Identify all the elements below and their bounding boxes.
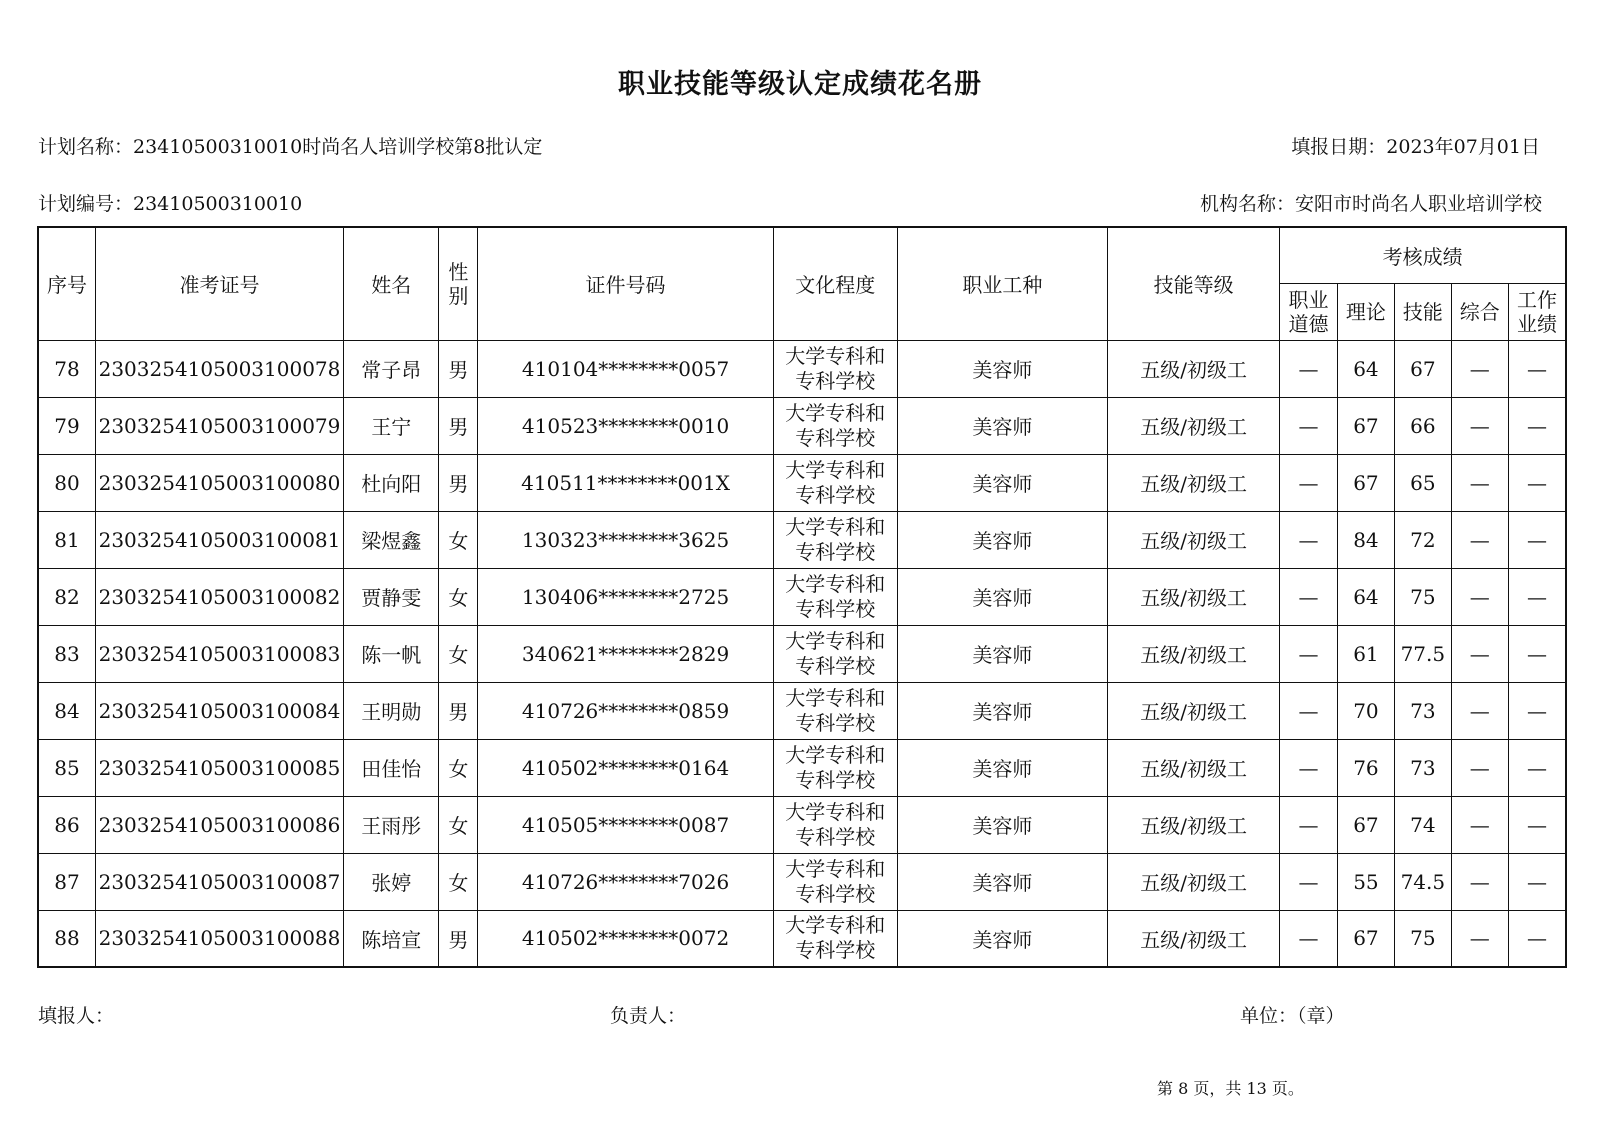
cell-seq: 88 bbox=[38, 910, 95, 967]
plan-name: 计划名称：23410500310010时尚名人培训学校第8批认定 bbox=[38, 136, 543, 158]
cell-ethics: — bbox=[1280, 796, 1337, 853]
cell-work: — bbox=[1508, 739, 1566, 796]
header-name: 姓名 bbox=[344, 227, 439, 340]
cell-gender: 女 bbox=[439, 511, 478, 568]
cell-edu-line2: 专科学校 bbox=[795, 938, 876, 963]
cell-name: 田佳怡 bbox=[344, 739, 439, 796]
org-name: 机构名称：安阳市时尚名人职业培训学校 bbox=[1199, 193, 1542, 215]
cell-ticket: 2303254105003100079 bbox=[95, 397, 343, 454]
cell-gender: 女 bbox=[439, 625, 478, 682]
cell-edu bbox=[773, 511, 897, 568]
header-skill: 技能 bbox=[1395, 283, 1451, 340]
header-scores: 考核成绩 bbox=[1280, 227, 1566, 283]
cell-occupation: 美容师 bbox=[897, 796, 1107, 853]
cell-edu-line2: 专科学校 bbox=[795, 653, 876, 678]
cell-ethics: — bbox=[1280, 340, 1337, 397]
cell-edu-line1: 大学专科和 bbox=[785, 571, 886, 596]
cell-id: 410502********0072 bbox=[478, 910, 773, 967]
cell-edu bbox=[773, 739, 897, 796]
cell-ticket: 2303254105003100088 bbox=[95, 910, 343, 967]
cell-edu-line2: 专科学校 bbox=[795, 539, 876, 564]
header-ethics bbox=[1280, 283, 1337, 340]
cell-seq: 78 bbox=[38, 340, 95, 397]
cell-occupation: 美容师 bbox=[897, 625, 1107, 682]
table-row bbox=[38, 910, 1566, 967]
cell-edu bbox=[773, 682, 897, 739]
cell-occupation: 美容师 bbox=[897, 454, 1107, 511]
cell-edu-line1: 大学专科和 bbox=[785, 742, 886, 767]
cell-name: 陈一帆 bbox=[344, 625, 439, 682]
header-theory: 理论 bbox=[1337, 283, 1394, 340]
cell-ticket: 2303254105003100084 bbox=[95, 682, 343, 739]
cell-gender: 男 bbox=[439, 454, 478, 511]
cell-ethics: — bbox=[1280, 853, 1337, 910]
cell-skill: 67 bbox=[1395, 340, 1451, 397]
cell-name: 杜向阳 bbox=[344, 454, 439, 511]
table-row bbox=[38, 796, 1566, 853]
cell-work: — bbox=[1508, 454, 1566, 511]
table-row bbox=[38, 511, 1566, 568]
cell-edu-line1: 大学专科和 bbox=[785, 856, 886, 881]
table-row bbox=[38, 739, 1566, 796]
cell-work: — bbox=[1508, 853, 1566, 910]
header-edu: 文化程度 bbox=[773, 227, 897, 340]
cell-occupation: 美容师 bbox=[897, 739, 1107, 796]
cell-ticket: 2303254105003100081 bbox=[95, 511, 343, 568]
header-work-line2: 业绩 bbox=[1516, 311, 1557, 336]
cell-theory: 67 bbox=[1337, 796, 1394, 853]
cell-edu-line2: 专科学校 bbox=[795, 824, 876, 849]
cell-level: 五级/初级工 bbox=[1108, 340, 1280, 397]
cell-id: 130406********2725 bbox=[478, 568, 773, 625]
cell-edu bbox=[773, 454, 897, 511]
header-gender bbox=[439, 227, 478, 340]
cell-skill: 65 bbox=[1395, 454, 1451, 511]
cell-id: 410505********0087 bbox=[478, 796, 773, 853]
cell-gender: 女 bbox=[439, 853, 478, 910]
table-row bbox=[38, 853, 1566, 910]
cell-edu-line1: 大学专科和 bbox=[785, 457, 886, 482]
header-seq: 序号 bbox=[38, 227, 95, 340]
cell-name: 贾静雯 bbox=[344, 568, 439, 625]
cell-seq: 87 bbox=[38, 853, 95, 910]
cell-occupation: 美容师 bbox=[897, 853, 1107, 910]
cell-occupation: 美容师 bbox=[897, 568, 1107, 625]
cell-ethics: — bbox=[1280, 910, 1337, 967]
cell-id: 410511********001X bbox=[478, 454, 773, 511]
footer-manager: 负责人： bbox=[610, 1005, 687, 1027]
cell-skill: 75 bbox=[1395, 910, 1451, 967]
cell-occupation: 美容师 bbox=[897, 397, 1107, 454]
cell-ethics: — bbox=[1280, 625, 1337, 682]
cell-seq: 85 bbox=[38, 739, 95, 796]
header-work bbox=[1508, 283, 1566, 340]
cell-theory: 64 bbox=[1337, 568, 1394, 625]
cell-skill: 75 bbox=[1395, 568, 1451, 625]
cell-ticket: 2303254105003100083 bbox=[95, 625, 343, 682]
cell-theory: 76 bbox=[1337, 739, 1394, 796]
cell-ticket: 2303254105003100086 bbox=[95, 796, 343, 853]
table-row bbox=[38, 397, 1566, 454]
cell-occupation: 美容师 bbox=[897, 511, 1107, 568]
cell-edu bbox=[773, 340, 897, 397]
cell-ethics: — bbox=[1280, 454, 1337, 511]
cell-gender: 男 bbox=[439, 910, 478, 967]
cell-work: — bbox=[1508, 796, 1566, 853]
score-table bbox=[37, 226, 1567, 968]
cell-level: 五级/初级工 bbox=[1108, 739, 1280, 796]
cell-ticket: 2303254105003100082 bbox=[95, 568, 343, 625]
cell-gender: 男 bbox=[439, 682, 478, 739]
cell-ethics: — bbox=[1280, 682, 1337, 739]
cell-seq: 86 bbox=[38, 796, 95, 853]
cell-level: 五级/初级工 bbox=[1108, 511, 1280, 568]
cell-overall: — bbox=[1451, 340, 1508, 397]
cell-level: 五级/初级工 bbox=[1108, 625, 1280, 682]
cell-name: 张婷 bbox=[344, 853, 439, 910]
cell-skill: 73 bbox=[1395, 682, 1451, 739]
cell-level: 五级/初级工 bbox=[1108, 910, 1280, 967]
cell-id: 410726********0859 bbox=[478, 682, 773, 739]
cell-edu-line1: 大学专科和 bbox=[785, 913, 886, 938]
cell-edu-line2: 专科学校 bbox=[795, 425, 876, 450]
cell-edu bbox=[773, 397, 897, 454]
table-row bbox=[38, 625, 1566, 682]
cell-occupation: 美容师 bbox=[897, 910, 1107, 967]
cell-skill: 72 bbox=[1395, 511, 1451, 568]
table-row bbox=[38, 568, 1566, 625]
cell-id: 340621********2829 bbox=[478, 625, 773, 682]
header-ticket: 准考证号 bbox=[95, 227, 343, 340]
cell-id: 410104********0057 bbox=[478, 340, 773, 397]
cell-seq: 83 bbox=[38, 625, 95, 682]
cell-level: 五级/初级工 bbox=[1108, 682, 1280, 739]
header-ethics-line2: 道德 bbox=[1288, 311, 1329, 336]
cell-ethics: — bbox=[1280, 739, 1337, 796]
cell-ticket: 2303254105003100078 bbox=[95, 340, 343, 397]
table-row bbox=[38, 682, 1566, 739]
cell-edu bbox=[773, 796, 897, 853]
cell-overall: — bbox=[1451, 568, 1508, 625]
cell-name: 陈培宣 bbox=[344, 910, 439, 967]
cell-work: — bbox=[1508, 568, 1566, 625]
header-gender-line2: 别 bbox=[448, 283, 469, 308]
cell-name: 王宁 bbox=[344, 397, 439, 454]
cell-ethics: — bbox=[1280, 511, 1337, 568]
cell-work: — bbox=[1508, 910, 1566, 967]
header-work-line1: 工作 bbox=[1516, 287, 1557, 312]
cell-seq: 84 bbox=[38, 682, 95, 739]
cell-id: 410726********7026 bbox=[478, 853, 773, 910]
cell-overall: — bbox=[1451, 397, 1508, 454]
table-row bbox=[38, 340, 1566, 397]
cell-work: — bbox=[1508, 397, 1566, 454]
cell-overall: — bbox=[1451, 853, 1508, 910]
cell-gender: 女 bbox=[439, 739, 478, 796]
cell-seq: 81 bbox=[38, 511, 95, 568]
cell-work: — bbox=[1508, 682, 1566, 739]
cell-edu bbox=[773, 910, 897, 967]
footer-unit: 单位：（章） bbox=[1240, 1005, 1345, 1027]
cell-overall: — bbox=[1451, 796, 1508, 853]
header-id: 证件号码 bbox=[478, 227, 773, 340]
cell-level: 五级/初级工 bbox=[1108, 568, 1280, 625]
cell-gender: 女 bbox=[439, 796, 478, 853]
cell-theory: 84 bbox=[1337, 511, 1394, 568]
header-occupation: 职业工种 bbox=[897, 227, 1107, 340]
cell-level: 五级/初级工 bbox=[1108, 454, 1280, 511]
header-level: 技能等级 bbox=[1108, 227, 1280, 340]
cell-id: 130323********3625 bbox=[478, 511, 773, 568]
cell-skill: 74 bbox=[1395, 796, 1451, 853]
cell-occupation: 美容师 bbox=[897, 340, 1107, 397]
cell-overall: — bbox=[1451, 511, 1508, 568]
table-row bbox=[38, 454, 1566, 511]
cell-id: 410523********0010 bbox=[478, 397, 773, 454]
cell-gender: 男 bbox=[439, 397, 478, 454]
cell-edu-line1: 大学专科和 bbox=[785, 628, 886, 653]
cell-edu-line2: 专科学校 bbox=[795, 596, 876, 621]
cell-id: 410502********0164 bbox=[478, 739, 773, 796]
cell-edu-line2: 专科学校 bbox=[795, 767, 876, 792]
cell-gender: 男 bbox=[439, 340, 478, 397]
cell-level: 五级/初级工 bbox=[1108, 397, 1280, 454]
cell-theory: 64 bbox=[1337, 340, 1394, 397]
cell-level: 五级/初级工 bbox=[1108, 853, 1280, 910]
cell-seq: 82 bbox=[38, 568, 95, 625]
footer-filler: 填报人： bbox=[38, 1005, 115, 1027]
cell-edu bbox=[773, 853, 897, 910]
cell-ticket: 2303254105003100087 bbox=[95, 853, 343, 910]
cell-edu-line2: 专科学校 bbox=[795, 881, 876, 906]
cell-ticket: 2303254105003100085 bbox=[95, 739, 343, 796]
cell-ethics: — bbox=[1280, 568, 1337, 625]
cell-edu-line1: 大学专科和 bbox=[785, 685, 886, 710]
cell-edu bbox=[773, 625, 897, 682]
cell-work: — bbox=[1508, 340, 1566, 397]
cell-name: 梁煜鑫 bbox=[344, 511, 439, 568]
cell-edu-line2: 专科学校 bbox=[795, 368, 876, 393]
cell-skill: 66 bbox=[1395, 397, 1451, 454]
cell-skill: 73 bbox=[1395, 739, 1451, 796]
cell-ethics: — bbox=[1280, 397, 1337, 454]
cell-overall: — bbox=[1451, 454, 1508, 511]
cell-name: 王明勋 bbox=[344, 682, 439, 739]
header-ethics-line1: 职业 bbox=[1288, 287, 1329, 312]
cell-edu-line1: 大学专科和 bbox=[785, 514, 886, 539]
cell-edu-line1: 大学专科和 bbox=[785, 343, 886, 368]
cell-gender: 女 bbox=[439, 568, 478, 625]
cell-overall: — bbox=[1451, 625, 1508, 682]
cell-theory: 67 bbox=[1337, 397, 1394, 454]
plan-code: 计划编号：23410500310010 bbox=[38, 193, 303, 215]
cell-level: 五级/初级工 bbox=[1108, 796, 1280, 853]
cell-theory: 67 bbox=[1337, 454, 1394, 511]
cell-skill: 77.5 bbox=[1395, 625, 1451, 682]
cell-overall: — bbox=[1451, 910, 1508, 967]
cell-edu-line1: 大学专科和 bbox=[785, 799, 886, 824]
page-info: 第 8 页，共 13 页。 bbox=[1157, 1079, 1304, 1098]
cell-theory: 55 bbox=[1337, 853, 1394, 910]
cell-work: — bbox=[1508, 511, 1566, 568]
cell-seq: 79 bbox=[38, 397, 95, 454]
cell-ticket: 2303254105003100080 bbox=[95, 454, 343, 511]
header-overall: 综合 bbox=[1451, 283, 1508, 340]
cell-name: 王雨彤 bbox=[344, 796, 439, 853]
cell-overall: — bbox=[1451, 682, 1508, 739]
fill-date: 填报日期：2023年07月01日 bbox=[1291, 136, 1540, 158]
cell-edu-line2: 专科学校 bbox=[795, 482, 876, 507]
cell-overall: — bbox=[1451, 739, 1508, 796]
cell-theory: 70 bbox=[1337, 682, 1394, 739]
cell-work: — bbox=[1508, 625, 1566, 682]
cell-name: 常子昂 bbox=[344, 340, 439, 397]
cell-occupation: 美容师 bbox=[897, 682, 1107, 739]
cell-edu bbox=[773, 568, 897, 625]
cell-skill: 74.5 bbox=[1395, 853, 1451, 910]
page-title: 职业技能等级认定成绩花名册 bbox=[618, 69, 982, 100]
cell-edu-line2: 专科学校 bbox=[795, 710, 876, 735]
header-gender-line1: 性 bbox=[448, 259, 469, 284]
cell-theory: 61 bbox=[1337, 625, 1394, 682]
cell-edu-line1: 大学专科和 bbox=[785, 400, 886, 425]
cell-theory: 67 bbox=[1337, 910, 1394, 967]
cell-seq: 80 bbox=[38, 454, 95, 511]
